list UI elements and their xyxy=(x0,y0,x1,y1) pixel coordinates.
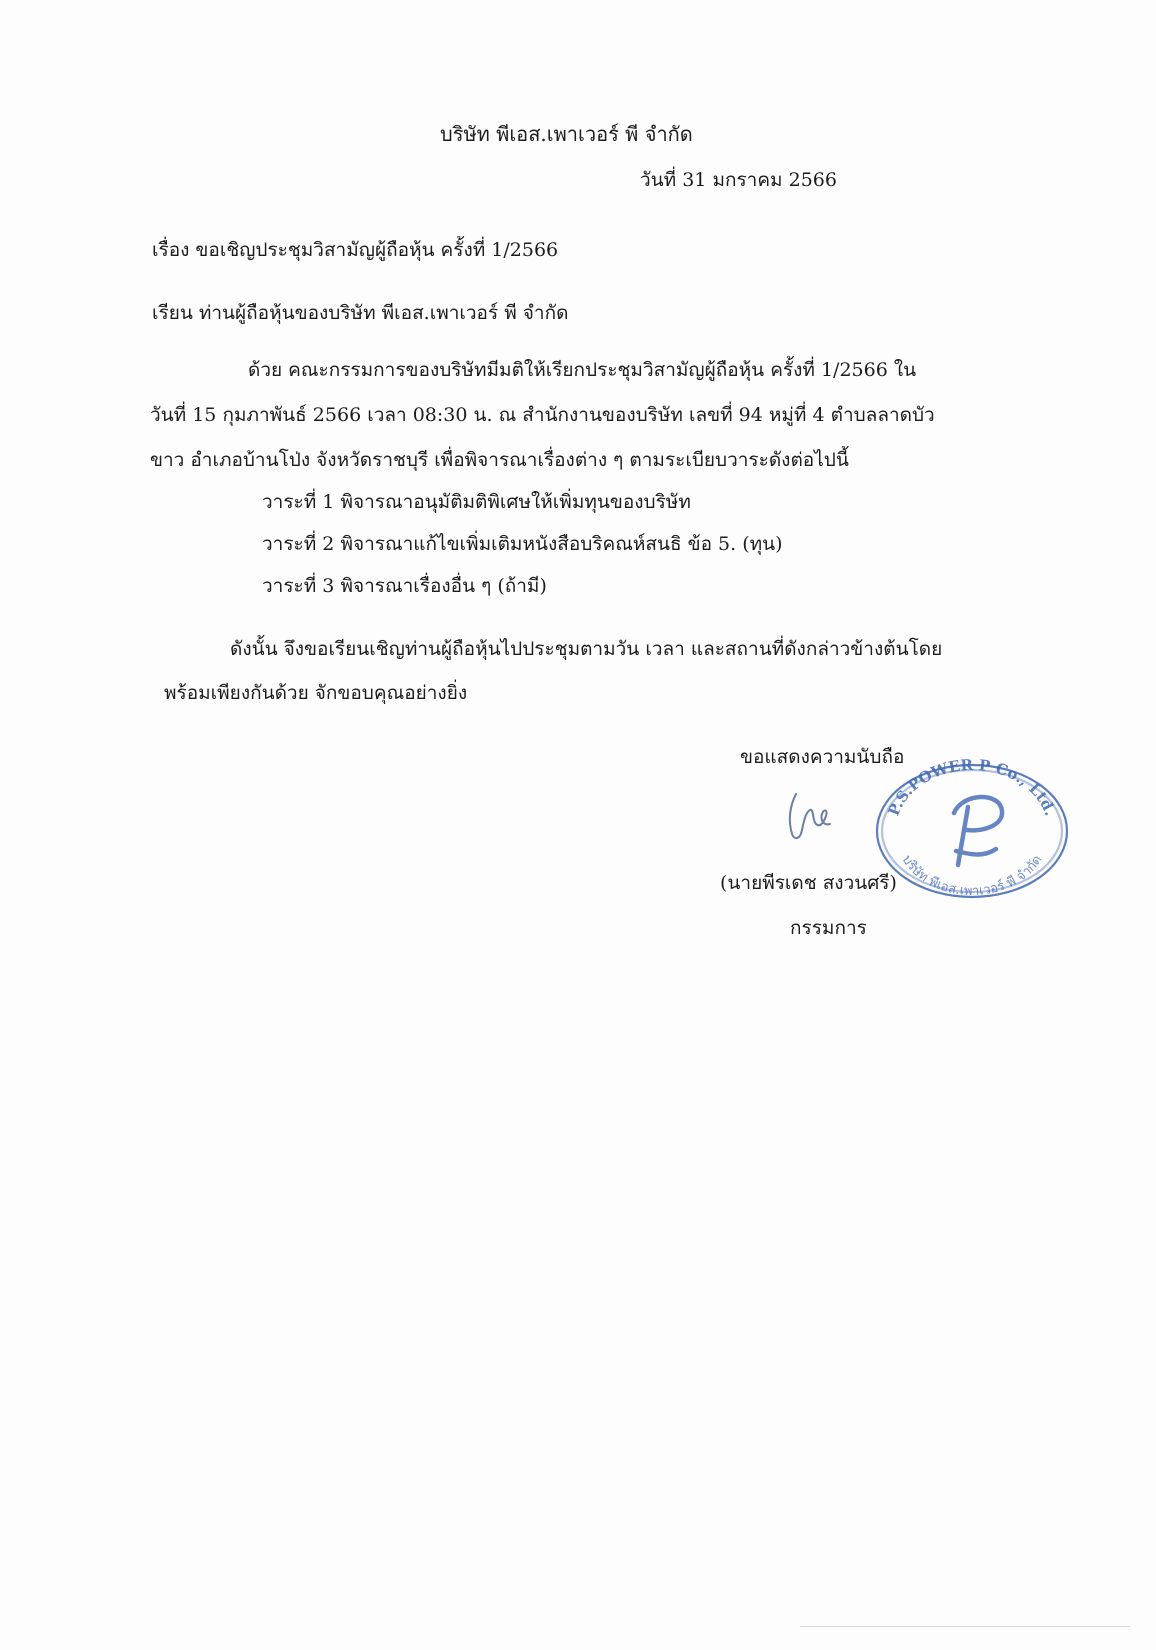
agenda-item-2: วาระที่ 2 พิจารณาแก้ไขเพิ่มเติมหนังสือบริคณห์สนธิ ข้อ 5. (ทุน) xyxy=(262,533,783,555)
stamp-top-text: P.S.POWER P Co., Ltd. xyxy=(884,755,1060,819)
body-line-1: ด้วย คณะกรรมการของบริษัทมีมติให้เรียกประชุมวิสามัญผู้ถือหุ้น ครั้งที่ 1/2566 ใน xyxy=(248,359,917,381)
closing-line-1: ดังนั้น จึงขอเรียนเชิญท่านผู้ถือหุ้นไปประชุมตามวัน เวลา และสถานที่ดังกล่าวข้างต้นโดย xyxy=(230,638,943,660)
company-seal-stamp xyxy=(872,755,1072,900)
handwritten-signature xyxy=(780,786,840,850)
signer-position: กรรมการ xyxy=(790,917,867,939)
body-line-3: ขาว อำเภอบ้านโป่ง จังหวัดราชบุรี เพื่อพิจารณาเรื่องต่าง ๆ ตามระเบียบวาระดังต่อไปนี้ xyxy=(150,449,849,471)
svg-text:P.S.POWER P Co., Ltd. xyxy=(885,756,1060,818)
regards-text: ขอแสดงความนับถือ xyxy=(740,746,905,768)
svg-text:บริษัท พีเอส.เพาเวอร์ พี จำกัด xyxy=(899,853,1046,899)
agenda-list xyxy=(262,490,783,616)
letter-subject: เรื่อง ขอเชิญประชุมวิสามัญผู้ถือหุ้น ครั้งที่ 1/2566 xyxy=(152,239,559,261)
stamp-bottom-text: บริษัท พีเอส.เพาเวอร์ พี จำกัด xyxy=(898,852,1046,900)
body-line-2: วันที่ 15 กุมภาพันธ์ 2566 เวลา 08:30 น. ณ สำนักงานของบริษัท เลขที่ 94 หมู่ที่ 4 ตำบลลาดบัว xyxy=(150,404,935,426)
agenda-item-3: วาระที่ 3 พิจารณาเรื่องอื่น ๆ (ถ้ามี) xyxy=(262,575,547,597)
letter-date: วันที่ 31 มกราคม 2566 xyxy=(640,169,837,191)
company-header: บริษัท พีเอส.เพาเวอร์ พี จำกัด xyxy=(440,122,693,146)
signer-name: (นายพีรเดช สงวนศรี) xyxy=(720,872,897,894)
closing-line-2: พร้อมเพียงกันด้วย จักขอบคุณอย่างยิ่ง xyxy=(164,682,468,704)
agenda-item-1: วาระที่ 1 พิจารณาอนุมัติมติพิเศษให้เพิ่มทุนของบริษัท xyxy=(262,491,691,513)
letter-salutation: เรียน ท่านผู้ถือหุ้นของบริษัท พีเอส.เพาเวอร์ พี จำกัด xyxy=(152,302,569,324)
scan-edge-line xyxy=(800,1626,1130,1627)
